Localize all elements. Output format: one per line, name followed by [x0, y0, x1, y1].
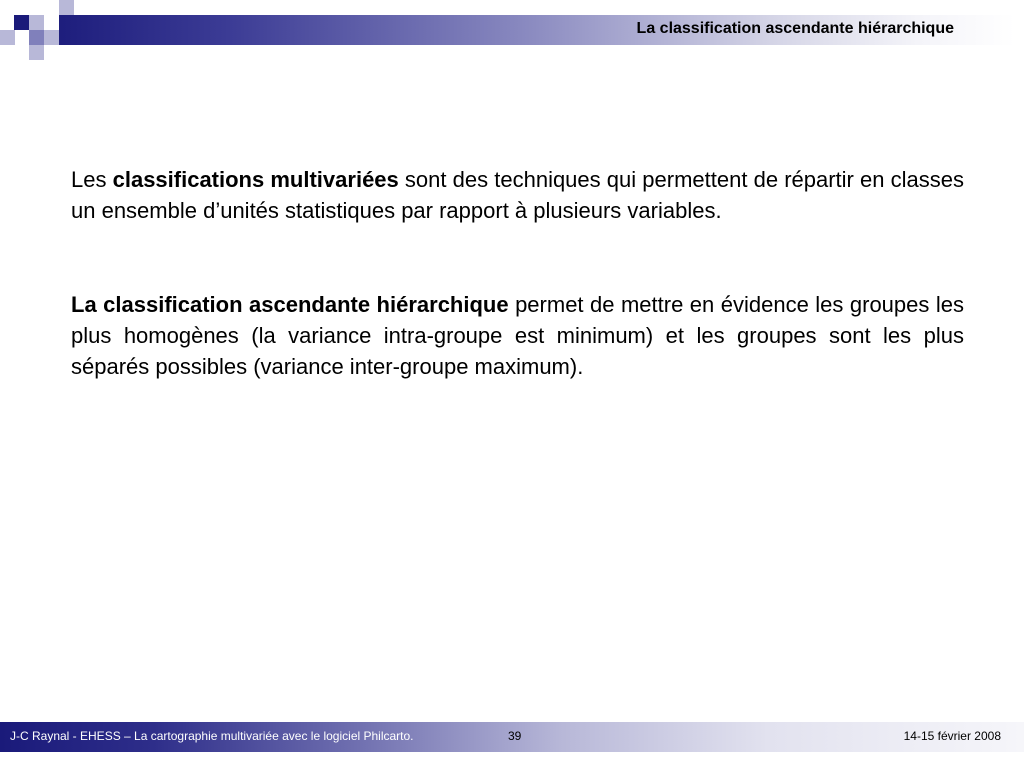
slide-title: La classification ascendante hiérarchique: [636, 20, 954, 37]
para2-rest: permet de mettre en évidence les groupes les plus homogènes (la variance intra-groupe est minimum) et les groupes sont les plus séparés possibles (variance inter-groupe maximum).: [71, 292, 964, 379]
para2-bold-term: La classification ascendante hiérarchique: [71, 292, 509, 317]
para1-lead: Les: [71, 167, 113, 192]
footer-date: 14-15 février 2008: [903, 729, 1001, 743]
paragraph-multivariate: [71, 164, 964, 226]
slide-body: [71, 164, 964, 445]
para1-bold-term: classifications multivariées: [112, 167, 399, 192]
para1-rest: sont des techniques qui permettent de répartir en classes un ensemble d’unités statistiques par rapport à plusieurs variables.: [71, 167, 964, 223]
paragraph-cah: [71, 289, 964, 382]
page-number: 39: [508, 729, 522, 743]
footer-author: J-C Raynal - EHESS – La cartographie multivariée avec le logiciel Philcarto.: [10, 729, 414, 743]
